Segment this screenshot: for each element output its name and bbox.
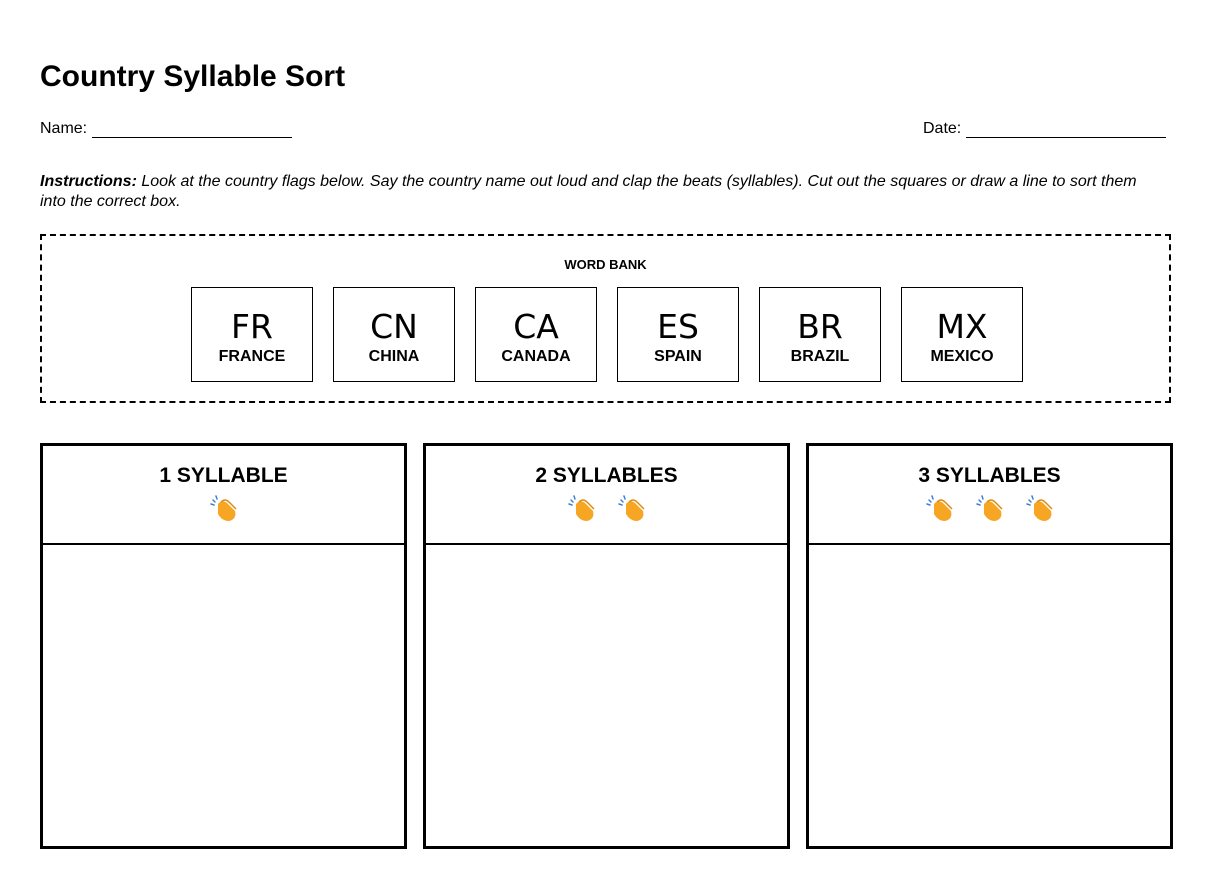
sort-box-header bbox=[426, 446, 787, 545]
sort-box-title: 3 SYLLABLES bbox=[918, 464, 1061, 487]
date-field[interactable] bbox=[923, 120, 1166, 138]
clapping-hands-icon bbox=[976, 494, 1004, 522]
name-field[interactable] bbox=[40, 120, 292, 138]
country-code: MX bbox=[936, 307, 988, 346]
clap-row bbox=[426, 494, 787, 522]
date-line[interactable] bbox=[966, 123, 1166, 138]
sort-box-title: 1 SYLLABLE bbox=[159, 464, 288, 487]
country-code: CA bbox=[513, 307, 559, 346]
country-name: CANADA bbox=[501, 348, 571, 365]
country-name: BRAZIL bbox=[790, 348, 850, 365]
country-card[interactable] bbox=[191, 287, 313, 382]
sort-box-title: 2 SYLLABLES bbox=[535, 464, 678, 487]
sort-box[interactable] bbox=[423, 443, 790, 849]
country-name: SPAIN bbox=[654, 348, 702, 365]
clapping-hands-icon bbox=[926, 494, 954, 522]
sort-box-header bbox=[43, 446, 404, 545]
country-code: FR bbox=[231, 307, 273, 346]
country-card[interactable] bbox=[617, 287, 739, 382]
country-name: MEXICO bbox=[930, 348, 994, 365]
clap-row bbox=[43, 494, 404, 522]
country-name: CHINA bbox=[368, 348, 420, 365]
date-label: Date: bbox=[923, 120, 962, 137]
name-line[interactable] bbox=[92, 123, 292, 138]
sort-box-header bbox=[809, 446, 1170, 545]
instructions-label: Instructions: bbox=[40, 173, 137, 190]
country-card[interactable] bbox=[333, 287, 455, 382]
clapping-hands-icon bbox=[568, 494, 596, 522]
country-name: FRANCE bbox=[218, 348, 286, 365]
name-label: Name: bbox=[40, 120, 88, 137]
clapping-hands-icon bbox=[1026, 494, 1054, 522]
sort-box[interactable] bbox=[806, 443, 1173, 849]
sort-box[interactable] bbox=[40, 443, 407, 849]
word-bank bbox=[40, 234, 1171, 403]
country-card[interactable] bbox=[759, 287, 881, 382]
clap-row bbox=[809, 494, 1170, 522]
clapping-hands-icon bbox=[210, 494, 238, 522]
country-code: BR bbox=[797, 307, 843, 346]
instructions-text: Look at the country flags below. Say the country name out loud and clap the beats (syllables). Cut out the squares or draw a line to sort them into the correct box. bbox=[40, 173, 1137, 210]
country-card[interactable] bbox=[475, 287, 597, 382]
word-bank-title: WORD BANK bbox=[564, 257, 647, 272]
country-card[interactable] bbox=[901, 287, 1023, 382]
clapping-hands-icon bbox=[618, 494, 646, 522]
country-code: ES bbox=[657, 307, 699, 346]
instructions bbox=[40, 172, 1160, 212]
country-code: CN bbox=[370, 307, 418, 346]
page-title: Country Syllable Sort bbox=[40, 60, 346, 93]
